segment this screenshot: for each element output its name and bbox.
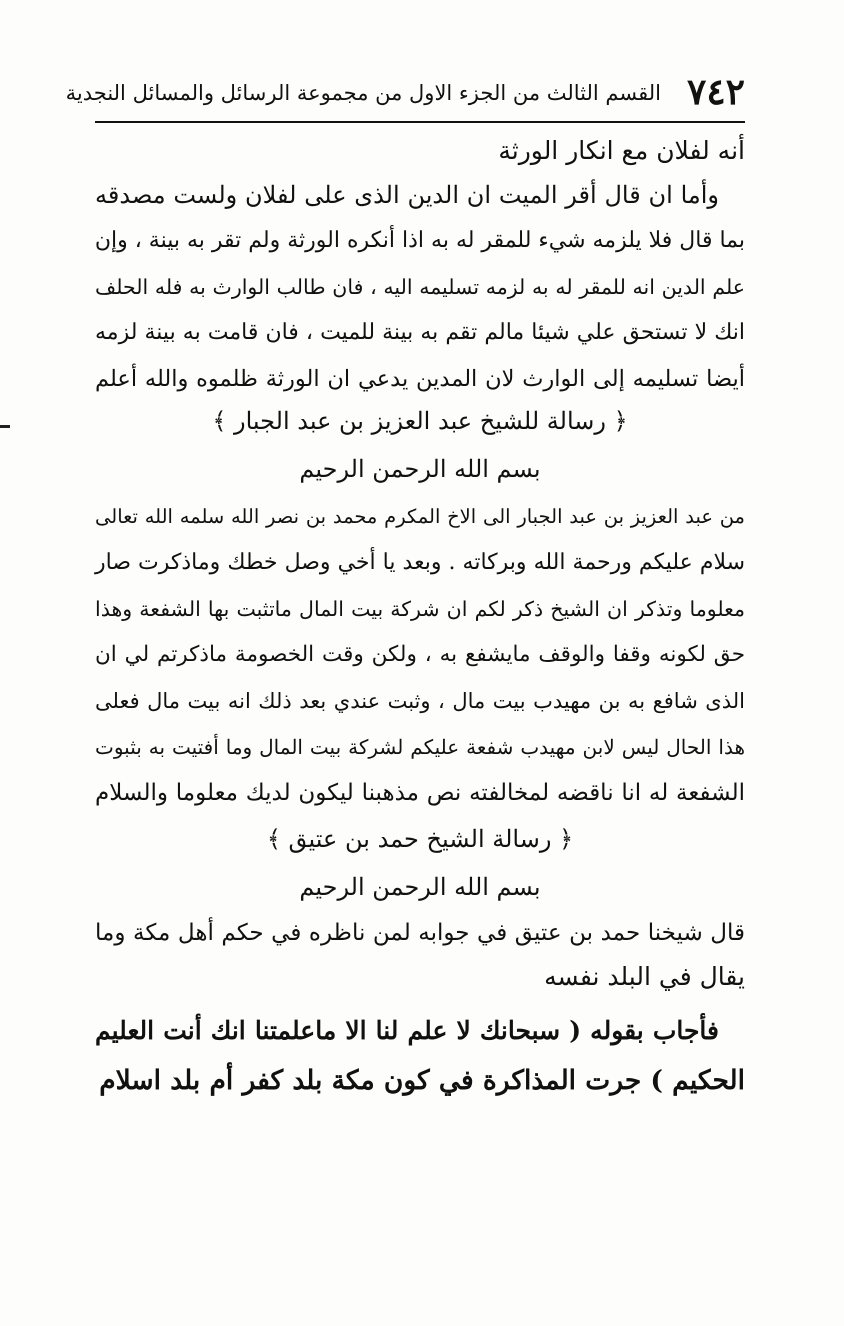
text-line: معلوما وتذكر ان الشيخ ذكر لكم ان شركة بيت المال ماتثبت بها الشفعة وهذا [95, 597, 745, 621]
paragraph-2 [95, 179, 745, 395]
text-line: الشفعة له انا ناقضه لمخالفته نص مذهبنا ليكون لديك معلوما والسلام [95, 780, 745, 806]
text-line: يقال في البلد نفسه [544, 962, 745, 991]
text-line: الحكيم ) جرت المذاكرة في كون مكة بلد كفر أم بلد اسلام [99, 1065, 745, 1096]
section-heading: ﴿ رسالة للشيخ عبد العزيز بن عبد الجبار ﴾ [212, 407, 628, 435]
text-line: فأجاب بقوله ( سبحانك لا علم لنا الا ماعلمتنا انك أنت العليم [95, 1016, 719, 1045]
section-heading: ﴿ رسالة الشيخ حمد بن عتيق ﴾ [266, 825, 574, 853]
text-line: وأما ان قال أقر الميت ان الدين الذى على لفلان ولست مصدقه [95, 181, 719, 209]
section-2 [95, 823, 745, 1101]
text-line: أنه لفلان مع انكار الورثة [498, 136, 745, 165]
running-title: القسم الثالث من الجزء الاول من مجموعة الرسائل والمسائل النجدية [65, 81, 661, 105]
basmala: بسم الله الرحمن الرحيم [299, 455, 541, 483]
basmala: بسم الله الرحمن الرحيم [299, 873, 541, 901]
text-line: أيضا تسليمه إلى الوارث لان المدين يدعي ان الورثة ظلموه والله أعلم [95, 366, 745, 392]
margin-mark [0, 425, 10, 428]
text-line: حق لكونه وقفا والوقف مايشفع به ، ولكن وقت الخصومة ماذكرتم لي ان [95, 642, 745, 667]
page-header [65, 62, 745, 122]
section-1 [95, 405, 745, 809]
text-line: الذى شافع به بن مهيدب بيت مال ، وثبت عندي بعد ذلك انه بيت مال فعلى [95, 689, 745, 713]
page-body [95, 135, 745, 1101]
text-line: بما قال فلا يلزمه شيء للمقر له به اذا أنكره الورثة ولم تقر به بينة ، وإن [94, 228, 745, 253]
text-line: سلام عليكم ورحمة الله وبركاته . وبعد يا أخي وصل خطك وماذكرت صار [95, 550, 745, 575]
page-number: ٧٤٢ [686, 71, 745, 113]
header-rule [95, 121, 745, 123]
text-line: من عبد العزيز بن عبد الجبار الى الاخ المكرم محمد بن نصر الله سلمه الله تعالى [95, 505, 745, 528]
paragraph-1 [95, 135, 745, 167]
text-line: قال شيخنا حمد بن عتيق في جوابه لمن ناظره في حكم أهل مكة وما [95, 920, 745, 946]
text-line: هذا الحال ليس لابن مهيدب شفعة عليكم لشركة بيت المال وما أفتيت به بثبوت [95, 735, 745, 759]
text-line: انك لا تستحق علي شيئا مالم تقم به بينة للميت ، فان قامت به بينة لزمه [95, 320, 745, 345]
text-line: علم الدين انه للمقر له به لزمه تسليمه اليه ، فان طالب الوارث به فله الحلف [95, 275, 745, 299]
